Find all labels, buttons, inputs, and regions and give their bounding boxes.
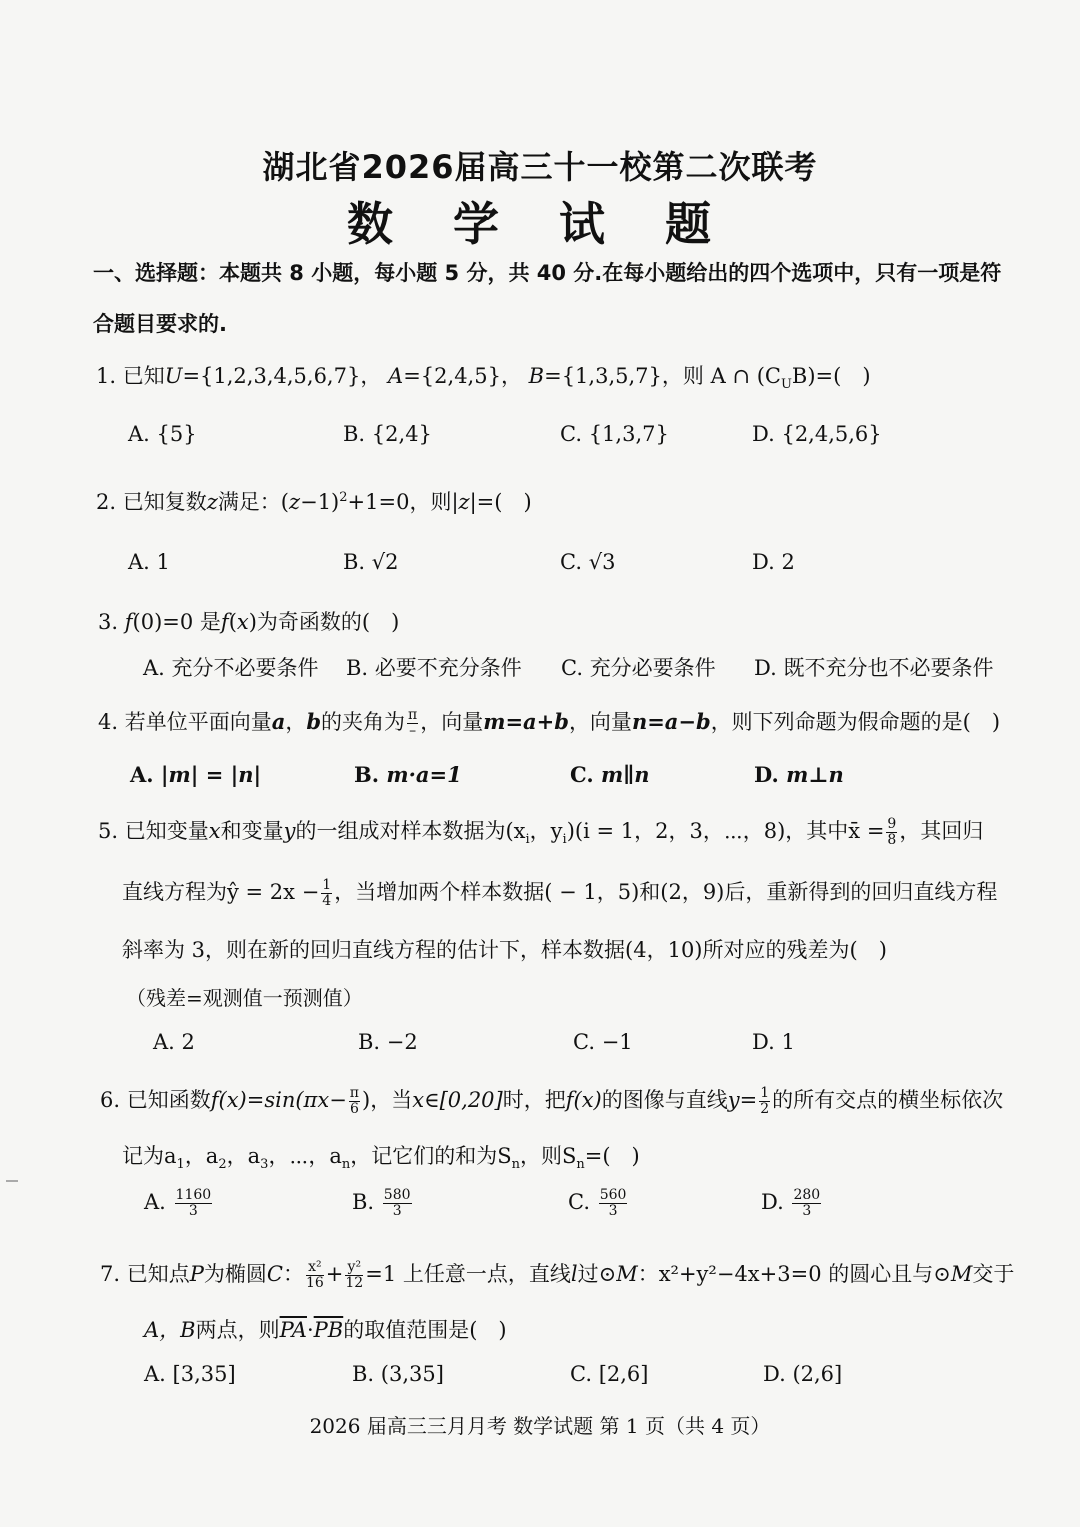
option-text: {5} bbox=[156, 422, 197, 446]
question-number: 7. bbox=[100, 1262, 121, 1286]
q3-text: (0)=0 是 bbox=[132, 610, 221, 634]
q4-text: 的夹角为 bbox=[321, 710, 406, 734]
q7-vector-pa: $\overline{PA}$ bbox=[279, 1318, 307, 1342]
q5-text: )(i = 1，2，3，⋯，8)，其中x̄ = bbox=[566, 819, 885, 843]
q7-option-c[interactable] bbox=[570, 1362, 648, 1386]
q5-intercept-fraction bbox=[321, 878, 332, 909]
q7-text: 已知点 bbox=[126, 1262, 190, 1286]
q6-line-fraction bbox=[759, 1086, 770, 1117]
option-label: B. bbox=[343, 550, 366, 574]
q7-dot: · bbox=[306, 1318, 314, 1342]
option-text: (2,6] bbox=[792, 1362, 843, 1386]
option-label: A. bbox=[143, 656, 165, 680]
q6-text: 记为a bbox=[122, 1144, 177, 1168]
fraction-denominator: 2 bbox=[760, 1101, 770, 1117]
q7-points: A，B bbox=[144, 1318, 196, 1342]
option-text: [3,35] bbox=[172, 1362, 236, 1386]
q2-eq: −1) bbox=[300, 490, 340, 514]
q5-text: ，y bbox=[529, 819, 563, 843]
q3-func: f bbox=[124, 610, 133, 634]
q4-vec-m: m=a+b bbox=[483, 709, 569, 734]
q7-var: M bbox=[950, 1262, 973, 1286]
fraction-numerator: 1 bbox=[322, 877, 332, 893]
fraction-numerator: 580 bbox=[383, 1187, 411, 1203]
question-5-note: （残差=观测值一预测值） bbox=[126, 986, 363, 1010]
option-label: C. bbox=[561, 656, 583, 680]
question-3 bbox=[98, 606, 399, 636]
option-label: A. bbox=[128, 550, 150, 574]
q4-angle-fraction bbox=[407, 708, 418, 739]
q6-text: ，记它们的和为S bbox=[350, 1144, 512, 1168]
q3-option-d[interactable] bbox=[754, 652, 993, 682]
option-text: (3,35] bbox=[380, 1362, 444, 1386]
q6-text: 的图像与直线 bbox=[601, 1088, 728, 1112]
option-fraction bbox=[792, 1188, 821, 1219]
q7-var: P bbox=[189, 1262, 204, 1286]
q1-var: U bbox=[164, 364, 183, 388]
option-label: B. bbox=[346, 656, 369, 680]
q6-text: 时，把 bbox=[502, 1088, 566, 1112]
q5-xbar-fraction bbox=[886, 817, 897, 848]
option-text: {2,4} bbox=[371, 422, 432, 446]
option-text: {1,3,7} bbox=[588, 422, 669, 446]
option-label: B. bbox=[358, 1030, 381, 1054]
q7-text: 为椭圆 bbox=[203, 1262, 267, 1286]
q3-option-a[interactable] bbox=[143, 652, 319, 682]
q2-option-a[interactable] bbox=[128, 550, 170, 574]
q1-option-c[interactable] bbox=[560, 422, 669, 446]
q1-var: A bbox=[388, 364, 404, 388]
option-label: D. bbox=[752, 1030, 775, 1054]
q7-text: 交于 bbox=[972, 1262, 1015, 1286]
question-number: 3. bbox=[98, 610, 119, 634]
q4-text: ，向量 bbox=[420, 710, 484, 734]
q6-text: ，a bbox=[184, 1144, 219, 1168]
q6-text: =( ) bbox=[584, 1144, 640, 1168]
q1-option-b[interactable] bbox=[343, 422, 432, 446]
question-5 bbox=[98, 815, 983, 848]
option-label: D. bbox=[752, 422, 775, 446]
question-number: 1. bbox=[96, 364, 117, 388]
q5-sub: i bbox=[562, 832, 567, 848]
q4-vec-b: b bbox=[306, 709, 322, 734]
q2-var: z bbox=[458, 490, 470, 514]
option-text: m⊥n bbox=[786, 762, 844, 787]
q4-option-c[interactable] bbox=[570, 762, 650, 787]
option-label: C. bbox=[573, 1030, 595, 1054]
subject-title: 数 学 试 题 bbox=[346, 197, 734, 251]
q6-option-d[interactable] bbox=[761, 1188, 823, 1219]
option-text: 2 bbox=[781, 550, 795, 574]
q6-text: ，a bbox=[226, 1144, 261, 1168]
q6-text: )，当 bbox=[362, 1088, 413, 1112]
q7-text: =1 上任意一点，直线 bbox=[365, 1262, 571, 1286]
q1-var: B bbox=[528, 364, 545, 388]
q3-func: f bbox=[220, 610, 229, 634]
q7-ellipse-y-fraction bbox=[345, 1260, 363, 1291]
q7-var: M bbox=[616, 1262, 638, 1286]
option-label: C. bbox=[560, 550, 582, 574]
option-text: m·a=1 bbox=[386, 762, 462, 787]
q2-text: 已知复数 bbox=[122, 490, 207, 514]
question-number: 5. bbox=[98, 819, 119, 843]
question-number: 4. bbox=[98, 710, 119, 734]
fraction-denominator: 3 bbox=[392, 1203, 402, 1219]
q7-option-d[interactable] bbox=[763, 1362, 842, 1386]
q7-var: C bbox=[266, 1262, 283, 1286]
q5-sub: i bbox=[525, 832, 530, 848]
q2-text: 满足：( bbox=[217, 490, 290, 514]
option-text: −2 bbox=[386, 1030, 418, 1054]
q5-option-d[interactable] bbox=[752, 1030, 795, 1054]
q7-text: 的取值范围是( ) bbox=[343, 1318, 507, 1342]
q4-text: 若单位平面向量 bbox=[124, 710, 272, 734]
q2-option-b[interactable] bbox=[343, 550, 399, 574]
option-text: [2,6] bbox=[598, 1362, 649, 1386]
option-label: D. bbox=[761, 1190, 784, 1214]
q6-func: f(x) bbox=[565, 1088, 602, 1112]
option-fraction bbox=[599, 1188, 628, 1219]
q1-set-u: ={1,2,3,4,5,6,7}， bbox=[182, 364, 382, 388]
q2-var: z bbox=[289, 490, 301, 514]
option-text: √3 bbox=[588, 550, 616, 574]
q2-option-d[interactable] bbox=[752, 550, 795, 574]
q7-plus: + bbox=[325, 1262, 344, 1286]
option-text: 1 bbox=[156, 550, 170, 574]
q2-sup: 2 bbox=[339, 490, 348, 505]
fraction-denominator: 12 bbox=[345, 1275, 364, 1291]
q6-sub: 1 bbox=[176, 1157, 185, 1173]
q5-text: 和变量 bbox=[220, 819, 284, 843]
fraction-numerator: 280 bbox=[793, 1187, 821, 1203]
q4-vec-a: a bbox=[271, 709, 286, 734]
q6-sub: 2 bbox=[218, 1157, 227, 1173]
q5-var: x bbox=[208, 819, 221, 843]
option-text: 充分必要条件 bbox=[589, 656, 716, 680]
q7-text: ： bbox=[282, 1262, 304, 1286]
option-label: A. bbox=[128, 422, 150, 446]
option-text: 必要不充分条件 bbox=[374, 656, 522, 680]
q6-text: 的所有交点的横坐标依次 bbox=[772, 1088, 1004, 1112]
q4-option-d[interactable] bbox=[754, 762, 844, 787]
question-5-line2 bbox=[122, 876, 997, 909]
section-heading: 一、选择题：本题共 8 小题，每小题 5 分，共 40 分.在每小题给出的四个选项中，只有一项是符 bbox=[93, 261, 1002, 285]
option-text: |m| = |n| bbox=[160, 762, 262, 787]
q2-option-c[interactable] bbox=[560, 550, 615, 574]
option-label: C. bbox=[568, 1190, 590, 1214]
q6-option-a[interactable] bbox=[144, 1188, 214, 1219]
option-label: D. bbox=[754, 762, 779, 787]
q2-var: z bbox=[206, 490, 218, 514]
fraction-numerator: π bbox=[408, 707, 418, 723]
q4-option-b[interactable] bbox=[354, 762, 462, 787]
option-label: D. bbox=[754, 656, 777, 680]
q4-vec-n: n=a−b bbox=[631, 709, 711, 734]
q6-text: ，则S bbox=[520, 1144, 577, 1168]
fraction-denominator: 4 bbox=[322, 893, 332, 909]
q6-sub: n bbox=[341, 1157, 351, 1173]
q7-var: l bbox=[570, 1262, 578, 1286]
question-6 bbox=[100, 1084, 1003, 1117]
q6-option-c[interactable] bbox=[568, 1188, 629, 1219]
option-label: C. bbox=[570, 1362, 592, 1386]
option-label: B. bbox=[343, 422, 366, 446]
q3-text: )为奇函数的( ) bbox=[248, 610, 400, 634]
fraction-numerator: y² bbox=[345, 1260, 363, 1276]
fraction-numerator: 9 bbox=[887, 816, 897, 832]
q5-option-a[interactable] bbox=[153, 1030, 195, 1054]
q6-sub: n bbox=[511, 1157, 520, 1173]
q5-option-c[interactable] bbox=[573, 1030, 633, 1054]
q5-var: y bbox=[283, 819, 296, 843]
question-1 bbox=[96, 360, 871, 392]
q5-text: ，其回归 bbox=[899, 819, 984, 843]
q6-phase-fraction bbox=[349, 1086, 360, 1117]
q4-text: ， bbox=[285, 710, 307, 734]
fraction-numerator: π bbox=[349, 1085, 359, 1101]
question-2 bbox=[96, 486, 532, 516]
q6-sub: n bbox=[576, 1157, 585, 1173]
q1-expr-end: B)=( ) bbox=[791, 364, 871, 388]
q1-expr: A ∩ (C bbox=[710, 364, 781, 388]
q5-text: 已知变量 bbox=[124, 819, 209, 843]
q5-text: 的一组成对样本数据为(x bbox=[295, 819, 526, 843]
q6-text: 已知函数 bbox=[126, 1088, 211, 1112]
option-text: 充分不必要条件 bbox=[171, 656, 319, 680]
option-text: {2,4,5,6} bbox=[781, 422, 882, 446]
option-label: B. bbox=[352, 1190, 375, 1214]
q7-option-b[interactable] bbox=[352, 1362, 444, 1386]
fraction-numerator: 560 bbox=[599, 1187, 627, 1203]
option-text: 1 bbox=[781, 1030, 795, 1054]
option-label: B. bbox=[354, 762, 380, 787]
q1-option-a[interactable] bbox=[128, 422, 197, 446]
option-label: D. bbox=[763, 1362, 786, 1386]
q4-text: ，则下列命题为假命题的是( ) bbox=[710, 710, 1001, 734]
q7-text: 两点，则 bbox=[195, 1318, 280, 1342]
fraction-numerator: x² bbox=[306, 1260, 324, 1276]
q6-text: ，⋯，a bbox=[268, 1144, 342, 1168]
q6-option-b[interactable] bbox=[352, 1188, 414, 1219]
fraction-denominator: 8 bbox=[887, 832, 897, 848]
option-text: 2 bbox=[181, 1030, 195, 1054]
q6-sub: 3 bbox=[260, 1157, 269, 1173]
q7-option-a[interactable] bbox=[144, 1362, 236, 1386]
option-text: −1 bbox=[601, 1030, 633, 1054]
q5-text: ，当增加两个样本数据( − 1，5)和(2，9)后，重新得到的回归直线方程 bbox=[334, 880, 998, 904]
q7-text: ：x²+y²−4x+3=0 的圆心且与⊙ bbox=[637, 1262, 951, 1286]
option-label: A. bbox=[153, 1030, 175, 1054]
fraction-denominator: – bbox=[409, 723, 417, 739]
question-7-line2 bbox=[144, 1314, 507, 1344]
question-5-line3: 斜率为 3，则在新的回归直线方程的估计下，样本数据(4，10)所对应的残差为( ) bbox=[122, 938, 887, 962]
option-label: C. bbox=[560, 422, 582, 446]
option-text: √2 bbox=[371, 550, 399, 574]
option-label: C. bbox=[570, 762, 594, 787]
option-text: m∥n bbox=[600, 762, 650, 787]
fraction-denominator: 16 bbox=[305, 1275, 324, 1291]
q4-option-a[interactable] bbox=[130, 762, 261, 787]
q6-func: f(x)=sin(πx− bbox=[210, 1088, 347, 1112]
question-6-line2 bbox=[122, 1140, 640, 1172]
q1-set-a: ={2,4,5}， bbox=[403, 364, 522, 388]
q6-domain: x∈[0,20] bbox=[412, 1088, 503, 1112]
page-footer: 2026 届高三三月月考 数学试题 第 1 页（共 4 页） bbox=[309, 1414, 771, 1438]
fraction-denominator: 3 bbox=[188, 1203, 198, 1219]
q2-end: |=( ) bbox=[469, 490, 532, 514]
q1-option-d[interactable] bbox=[752, 422, 882, 446]
q7-vector-pb: $\overline{PB}$ bbox=[313, 1318, 344, 1342]
exam-title: 湖北省2026届高三十一校第二次联考 bbox=[262, 148, 818, 186]
q7-text: 过⊙ bbox=[577, 1262, 617, 1286]
fraction-numerator: 1160 bbox=[175, 1187, 212, 1203]
q1-sub: U bbox=[780, 377, 792, 393]
option-label: D. bbox=[752, 550, 775, 574]
fraction-numerator: 1 bbox=[760, 1085, 770, 1101]
option-fraction bbox=[175, 1188, 213, 1219]
q4-text: ，向量 bbox=[568, 710, 632, 734]
question-number: 6. bbox=[100, 1088, 121, 1112]
option-label: B. bbox=[352, 1362, 375, 1386]
fraction-denominator: 3 bbox=[802, 1203, 812, 1219]
question-7 bbox=[100, 1258, 1014, 1291]
q7-ellipse-x-fraction bbox=[306, 1260, 324, 1291]
option-label: A. bbox=[144, 1190, 166, 1214]
option-fraction bbox=[383, 1188, 412, 1219]
q5-option-b[interactable] bbox=[358, 1030, 418, 1054]
question-number: 2. bbox=[96, 490, 117, 514]
q3-option-c[interactable] bbox=[561, 652, 716, 682]
option-text: 既不充分也不必要条件 bbox=[783, 656, 994, 680]
fraction-denominator: 3 bbox=[608, 1203, 618, 1219]
option-label: A. bbox=[144, 1362, 166, 1386]
q1-text: 已知 bbox=[122, 364, 165, 388]
q1-set-b: ={1,3,5,7}，则 bbox=[544, 364, 704, 388]
fraction-denominator: 6 bbox=[349, 1101, 359, 1117]
q3-text: ( bbox=[228, 610, 237, 634]
q2-eq-end: +1=0，则| bbox=[347, 490, 459, 514]
q3-var: x bbox=[236, 610, 249, 634]
question-4 bbox=[98, 706, 1000, 739]
q6-line: y= bbox=[727, 1088, 758, 1112]
q5-text: 直线方程为ŷ = 2x − bbox=[122, 880, 320, 904]
scan-edge-mark bbox=[6, 1180, 18, 1182]
option-label: A. bbox=[130, 762, 154, 787]
section-heading-cont: 合题目要求的. bbox=[93, 312, 227, 336]
q3-option-b[interactable] bbox=[346, 652, 522, 682]
